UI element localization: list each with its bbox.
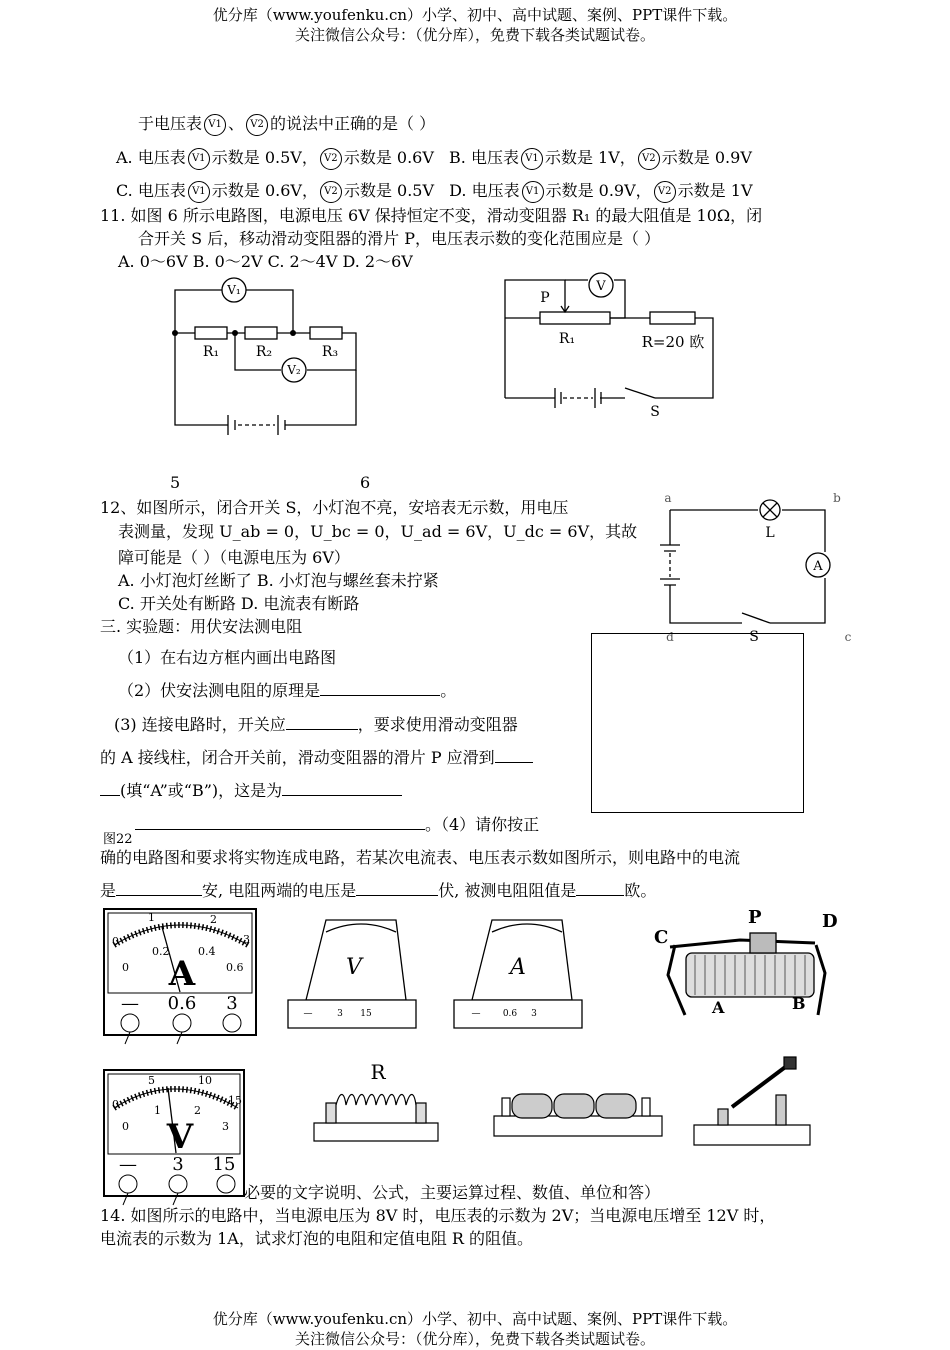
blank-resistance[interactable] — [576, 881, 624, 896]
blank-principle[interactable] — [320, 681, 440, 696]
voltmeter-v1-icon: V1 — [521, 148, 543, 170]
q10-options-cd: C. 电压表 V1 示数是 0.6V， V2 示数是 0.5V D. 电压表 V1 示数是 0.9V， V2 示数是 1V — [116, 178, 753, 203]
voltmeter-v1-icon: V1 — [188, 148, 210, 170]
q14-line-2: 电流表的示数为 1A，试求灯泡的电阻和定值电阻 R 的阻值。 — [100, 1229, 534, 1248]
sec3-item-1: （1）在右边方框内画出电路图 — [118, 648, 337, 667]
circuit-drawing-box[interactable] — [591, 633, 804, 813]
q10-options-ab: A. 电压表 V1 示数是 0.5V， V2 示数是 0.6V B. 电压表 V1 示数是 1V， V2 示数是 0.9V — [116, 145, 752, 170]
ammeter-top-3: 3 — [243, 933, 250, 946]
voltmeter-v1-icon: V1 — [522, 181, 544, 203]
q11-line-1: 11. 如图 6 所示电路图，电源电压 6V 保持恒定不变，滑动变阻器 R₁ 的最大阻值是 10Ω，闭 — [100, 206, 763, 225]
fig5-v2-label: V₂ — [287, 363, 301, 377]
voltmeter-bottom-1: 1 — [154, 1104, 161, 1117]
abox-term-2: 3 — [531, 1009, 537, 1019]
vbox-term-0: — — [303, 1009, 313, 1019]
rheostat-figure — [640, 905, 840, 1035]
ammeter-term-2: 3 — [226, 993, 238, 1014]
sec3-item-3a: (3) 连接电路时，开关应 ，要求使用滑动变阻器 — [114, 715, 518, 734]
fig5-r2-label: R₂ — [255, 344, 273, 360]
voltmeter-top-2: 10 — [198, 1074, 212, 1087]
footer-line-1: 优分库（www.youfenku.cn）小学、初中、高中试题、案例、PPT课件下载。 — [212, 1310, 738, 1328]
solution-note: 必要的文字说明、公式，主要运算过程、数值、单位和答） — [244, 1183, 661, 1202]
voltmeter-bottom-3: 3 — [222, 1120, 229, 1133]
q11-line-2: 合开关 S 后，移动滑动变阻器的滑片 P，电压表示数的变化范围应是（ ） — [138, 229, 661, 248]
q10-stem: 于电压表 V1 、 V2 的说法中正确的是（ ） — [138, 111, 435, 136]
vbox-unit: V — [346, 955, 362, 980]
fig6-r-label: R=20 欧 — [641, 333, 705, 351]
ammeter-term-1: 0.6 — [167, 993, 197, 1014]
q11-options: A. 0～6V B. 0～2V C. 2～4V D. 2～6V — [118, 252, 413, 271]
sec3-item-3c: (填“A”或“B”)，这是为 — [100, 778, 402, 801]
rheostat-a-label: A — [712, 998, 725, 1017]
fig6-caption: 6 — [360, 473, 371, 492]
voltmeter-term-2: 15 — [212, 1154, 236, 1175]
q12-options-cd: C. 开关处有断路 D. 电流表有断路 — [118, 594, 360, 613]
ammeter-top-0: 0 — [112, 935, 119, 948]
header-line-1: 优分库（www.youfenku.cn）小学、初中、高中试题、案例、PPT课件下载。 — [212, 6, 738, 24]
ammeter-box — [452, 912, 587, 1032]
blank-switch-state[interactable] — [286, 715, 358, 730]
q12-a-label: a — [664, 491, 672, 505]
abox-term-0: — — [471, 1009, 481, 1019]
voltmeter-v2-icon: V2 — [320, 148, 342, 170]
blank-voltage[interactable] — [356, 881, 438, 896]
voltmeter-bottom-0: 0 — [122, 1120, 129, 1133]
fig5-r3-label: R₃ — [321, 344, 339, 360]
q12-line-1: 12、如图所示，闭合开关 S，小灯泡不亮，安培表无示数，用电压 — [100, 498, 569, 517]
abox-term-1: 0.6 — [502, 1009, 518, 1019]
voltmeter-top-3: 15 — [228, 1094, 242, 1107]
blank-reason[interactable] — [282, 781, 402, 796]
blank-reason-cont[interactable] — [135, 815, 425, 830]
fig6-s-label: S — [650, 404, 660, 420]
voltmeter-dial — [102, 1068, 262, 1208]
ammeter-top-1: 1 — [148, 911, 155, 924]
voltmeter-v2-icon: V2 — [638, 148, 660, 170]
q12-d-label: d — [666, 630, 674, 644]
voltmeter-term-1: 3 — [172, 1154, 184, 1175]
section-3-title: 三. 实验题：用伏安法测电阻 — [100, 617, 303, 636]
q12-line-3: 障可能是（ ）（电源电压为 6V） — [118, 548, 350, 567]
q12-line-2: 表测量，发现 U_ab = 0，U_bc = 0，U_ad = 6V，U_dc = 6V，其故 — [118, 522, 638, 541]
header-line-2: 关注微信公众号：（优分库），免费下载各类试题试卷。 — [294, 26, 655, 44]
q12-options-ab: A. 小灯泡灯丝断了 B. 小灯泡与螺丝套未拧紧 — [118, 571, 439, 590]
voltmeter-top-1: 5 — [148, 1074, 155, 1087]
blank-current[interactable] — [116, 881, 202, 896]
rheostat-b-label: B — [792, 994, 806, 1013]
voltmeter-box — [286, 912, 421, 1032]
voltmeter-v2-icon: V2 — [320, 181, 342, 203]
battery-pack-figure — [492, 1080, 667, 1140]
ammeter-unit: A — [168, 954, 196, 994]
fig5-v1-label: V₁ — [227, 283, 241, 297]
knife-switch-figure[interactable] — [690, 1055, 820, 1150]
ammeter-bottom-3: 0.6 — [226, 961, 244, 974]
coil-r-label: R — [370, 1060, 386, 1084]
voltmeter-v2-icon: V2 — [246, 114, 268, 136]
voltmeter-v1-icon: V1 — [188, 181, 210, 203]
q14-line-1: 14. 如图所示的电路中，当电源电压为 8V 时，电压表的示数为 2V；当电源电压增至 12V 时， — [100, 1206, 776, 1225]
blank-slider-position[interactable] — [495, 748, 533, 763]
sec3-item-4a: 。（4）请你按正 — [135, 812, 539, 835]
rheostat-d-label: D — [822, 911, 838, 932]
voltmeter-top-0: 0 — [112, 1098, 119, 1111]
rheostat-c-label: C — [654, 927, 669, 948]
sec3-item-4c: 是 安, 电阻两端的电压是 伏, 被测电阻阻值是 欧。 — [100, 881, 657, 900]
voltmeter-term-neg: — — [119, 1154, 137, 1175]
q12-c-label: c — [844, 630, 852, 644]
footer-line-2: 关注微信公众号：（优分库），免费下载各类试题试卷。 — [294, 1330, 655, 1348]
voltmeter-bottom-2: 2 — [194, 1104, 201, 1117]
coil-resistor-figure — [310, 1055, 445, 1145]
ammeter-dial — [102, 907, 262, 1047]
voltmeter-v2-icon: V2 — [654, 181, 676, 203]
sec3-item-2: （2）伏安法测电阻的原理是 。 — [118, 681, 457, 700]
voltmeter-unit: V — [166, 1117, 194, 1157]
vbox-term-2: 15 — [360, 1009, 372, 1019]
q12-circuit — [650, 485, 860, 645]
ammeter-top-2: 2 — [210, 913, 217, 926]
fig5-r1-label: R₁ — [202, 344, 220, 360]
q12-s-label: S — [749, 629, 759, 645]
q12-b-label: b — [833, 491, 841, 505]
ammeter-bottom-1: 0.2 — [152, 945, 170, 958]
fig6-r1-label: R₁ — [558, 331, 576, 347]
voltmeter-v1-icon: V1 — [204, 114, 226, 136]
rheostat-p-label: P — [748, 907, 762, 928]
figure-5-circuit — [160, 270, 370, 440]
fig6-p-label: P — [540, 290, 550, 306]
ammeter-bottom-2: 0.4 — [198, 945, 216, 958]
figure-22-label: 图22 — [103, 832, 133, 847]
vbox-term-1: 3 — [337, 1009, 343, 1019]
ammeter-bottom-0: 0 — [122, 961, 129, 974]
ammeter-term-neg: — — [121, 993, 139, 1014]
fig6-v-label: V — [596, 279, 606, 294]
sec3-item-4b: 确的电路图和要求将实物连成电路，若某次电流表、电压表示数如图所示，则电路中的电流 — [100, 848, 741, 867]
fig5-caption: 5 — [170, 473, 181, 492]
sec3-item-3b: 的 A 接线柱，闭合开关前，滑动变阻器的滑片 P 应滑到 — [100, 745, 533, 768]
q12-ammeter-label: A — [813, 559, 823, 574]
figure-6-circuit — [495, 268, 725, 428]
q12-l-label: L — [765, 525, 775, 541]
abox-unit: A — [510, 955, 526, 980]
